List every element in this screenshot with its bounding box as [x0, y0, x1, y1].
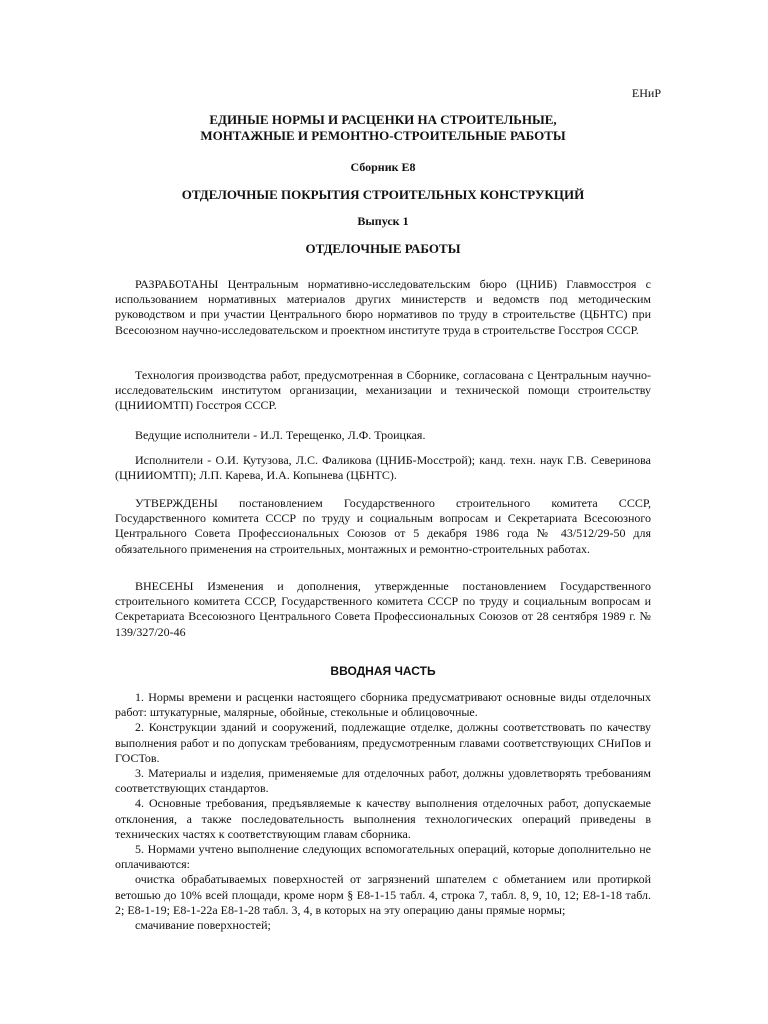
list-item: 1. Нормы времени и расценки настоящего сборника предусматривают основные виды отделочных работ: штукатурные, малярные, обойные, стекольные и облицовочные. — [115, 690, 651, 720]
issue-title: ОТДЕЛОЧНЫЕ РАБОТЫ — [305, 241, 461, 256]
list-item: 5. Нормами учтено выполнение следующих вспомогательных операций, которые дополнительно не оплачиваются: — [115, 842, 651, 872]
paragraph-technology: Технология производства работ, предусмотренная в Сборнике, согласована с Центральным научно-исследовательским институтом организации, механизации и технической помощи строительству (ЦНИИОМТП) Госстроя СССР. — [115, 368, 651, 413]
paragraph-approved: УТВЕРЖДЕНЫ постановлением Государственного строительного комитета СССР, Государственного комитета СССР по труду и социальным вопросам и Секретариата Всесоюзного Центрального Совета Профессиональных Союзов от 5 декабря 1986 года № 43/512/29-50 для обязательного применения на строительных, монтажных и ремонтно-строительных работах. — [115, 496, 651, 556]
collection-label: Сборник Е8 — [350, 160, 416, 174]
title-line-1: ЕДИНЫЕ НОРМЫ И РАСЦЕНКИ НА СТРОИТЕЛЬНЫЕ, — [209, 112, 557, 127]
document-title — [115, 112, 651, 144]
collection-title: ОТДЕЛОЧНЫЕ ПОКРЫТИЯ СТРОИТЕЛЬНЫХ КОНСТРУКЦИЙ — [181, 187, 585, 202]
paragraph-amendments: ВНЕСЕНЫ Изменения и дополнения, утвержденные постановлением Государственного строительного комитета СССР, Государственного комитета СССР по труду и социальным вопросам и Секретариата Всесоюзного Центрального Совета Профессиональных Союзов от 28 сентября 1989 г. № 139/327/20-46 — [115, 579, 651, 639]
issue-label: Выпуск 1 — [357, 214, 409, 228]
section-title: ВВОДНАЯ ЧАСТЬ — [330, 664, 436, 678]
title-line-2: МОНТАЖНЫЕ И РЕМОНТНО-СТРОИТЕЛЬНЫЕ РАБОТЫ — [200, 128, 566, 143]
list-item: 2. Конструкции зданий и сооружений, подлежащие отделке, должны соответствовать по качеству выполнения работ и по допускам требованиям, предусмотренным главами соответствующих СНиПов и ГОСТов. — [115, 720, 651, 765]
intro-list — [115, 690, 651, 933]
paragraph-lead-executors: Ведущие исполнители - И.Л. Терещенко, Л.Ф. Троицкая. — [135, 428, 426, 442]
list-item: 3. Материалы и изделия, применяемые для отделочных работ, должны удовлетворять требованиям соответствующих стандартов. — [115, 766, 651, 796]
list-item: 4. Основные требования, предъявляемые к качеству выполнения отделочных работ, допускаемые отклонения, а также последовательность выполнения технологических операций приведены в технических частях к соответствующим главам сборника. — [115, 796, 651, 841]
list-item: очистка обрабатываемых поверхностей от загрязнений шпателем с обметанием или протиркой ветошью до 10% всей площади, кроме норм § Е8-1-15 табл. 4, строка 7, табл. 8, 9, 10, 12; Е8-1-18 табл. 2; Е8-1-19; Е8-1-22а Е8-1-28 табл. 3, 4, в которых на эту операцию даны прямые нормы; — [115, 872, 651, 917]
paragraph-executors: Исполнители - О.И. Кутузова, Л.С. Фаликова (ЦНИБ-Мосстрой); канд. техн. наук Г.В. Северинова (ЦНИИОМТП); Л.П. Карева, И.А. Копынева (ЦБНТС). — [115, 453, 651, 483]
header-code: ЕНиР — [631, 86, 661, 100]
list-item: смачивание поверхностей; — [135, 918, 271, 933]
paragraph-developed: РАЗРАБОТАНЫ Центральным нормативно-исследовательским бюро (ЦНИБ) Главмосстроя с использованием нормативных материалов других министерств и ведомств под методическим руководством и при участии Центрального бюро нормативов по труду в строительстве (ЦБНТС) при Всесоюзном научно-исследовательском и проектном институте труда в строительстве Госстроя СССР. — [115, 277, 651, 337]
